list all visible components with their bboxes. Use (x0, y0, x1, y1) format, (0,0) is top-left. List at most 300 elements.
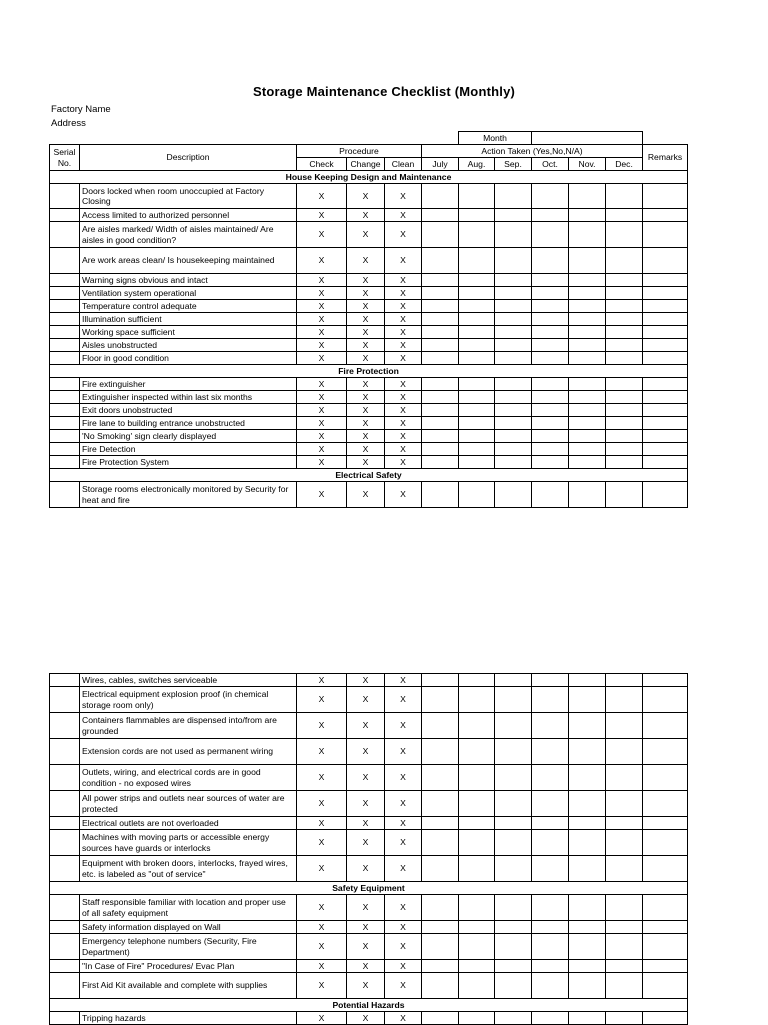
serial-cell[interactable] (50, 934, 80, 960)
action-cell-sep[interactable] (495, 765, 532, 791)
action-cell-dec[interactable] (606, 960, 643, 973)
serial-cell[interactable] (50, 430, 80, 443)
serial-cell[interactable] (50, 417, 80, 430)
serial-cell[interactable] (50, 856, 80, 882)
action-cell-dec[interactable] (606, 404, 643, 417)
action-cell-july[interactable] (422, 456, 459, 469)
action-cell-aug[interactable] (459, 765, 495, 791)
remarks-cell[interactable] (643, 674, 688, 687)
action-cell-sep[interactable] (495, 417, 532, 430)
action-cell-aug[interactable] (459, 417, 495, 430)
action-cell-nov[interactable] (569, 378, 606, 391)
serial-cell[interactable] (50, 326, 80, 339)
action-cell-aug[interactable] (459, 248, 495, 274)
action-cell-july[interactable] (422, 973, 459, 999)
section-row (50, 469, 688, 482)
remarks-cell[interactable] (643, 417, 688, 430)
remarks-cell[interactable] (643, 765, 688, 791)
action-cell-nov[interactable] (569, 352, 606, 365)
serial-cell[interactable] (50, 378, 80, 391)
action-cell-sep[interactable] (495, 184, 532, 209)
action-cell-aug[interactable] (459, 326, 495, 339)
remarks-cell[interactable] (643, 973, 688, 999)
action-cell-oct[interactable] (532, 713, 569, 739)
action-cell-nov[interactable] (569, 687, 606, 713)
action-cell-aug[interactable] (459, 817, 495, 830)
action-cell-nov[interactable] (569, 482, 606, 508)
serial-cell[interactable] (50, 287, 80, 300)
action-cell-aug[interactable] (459, 830, 495, 856)
serial-cell[interactable] (50, 456, 80, 469)
action-cell-july[interactable] (422, 1012, 459, 1025)
action-cell-july[interactable] (422, 274, 459, 287)
action-cell-sep[interactable] (495, 339, 532, 352)
remarks-cell[interactable] (643, 274, 688, 287)
action-cell-aug[interactable] (459, 184, 495, 209)
month-dec: Dec. (606, 158, 643, 171)
action-cell-oct[interactable] (532, 313, 569, 326)
action-cell-oct[interactable] (532, 287, 569, 300)
action-cell-dec[interactable] (606, 895, 643, 921)
change-mark: X (347, 222, 385, 248)
action-cell-july[interactable] (422, 430, 459, 443)
serial-cell[interactable] (50, 404, 80, 417)
action-cell-nov[interactable] (569, 1012, 606, 1025)
action-cell-nov[interactable] (569, 391, 606, 404)
action-cell-dec[interactable] (606, 209, 643, 222)
action-cell-aug[interactable] (459, 430, 495, 443)
serial-cell[interactable] (50, 443, 80, 456)
action-cell-dec[interactable] (606, 817, 643, 830)
action-cell-aug[interactable] (459, 934, 495, 960)
action-cell-oct[interactable] (532, 482, 569, 508)
action-cell-july[interactable] (422, 378, 459, 391)
serial-cell[interactable] (50, 482, 80, 508)
action-cell-oct[interactable] (532, 791, 569, 817)
action-cell-oct[interactable] (532, 960, 569, 973)
action-cell-dec[interactable] (606, 856, 643, 882)
description-cell: Storage rooms electronically monitored by Security for heat and fire (80, 482, 297, 508)
action-cell-july[interactable] (422, 443, 459, 456)
action-cell-july[interactable] (422, 739, 459, 765)
action-cell-aug[interactable] (459, 209, 495, 222)
action-cell-aug[interactable] (459, 973, 495, 999)
remarks-cell[interactable] (643, 339, 688, 352)
action-cell-sep[interactable] (495, 960, 532, 973)
serial-cell[interactable] (50, 1012, 80, 1025)
action-cell-aug[interactable] (459, 287, 495, 300)
action-cell-sep[interactable] (495, 856, 532, 882)
action-cell-oct[interactable] (532, 326, 569, 339)
remarks-cell[interactable] (643, 378, 688, 391)
action-cell-july[interactable] (422, 352, 459, 365)
change-mark: X (347, 313, 385, 326)
remarks-cell[interactable] (643, 248, 688, 274)
remarks-cell[interactable] (643, 713, 688, 739)
action-cell-sep[interactable] (495, 791, 532, 817)
action-cell-sep[interactable] (495, 443, 532, 456)
change-mark: X (347, 921, 385, 934)
action-cell-july[interactable] (422, 417, 459, 430)
action-cell-july[interactable] (422, 391, 459, 404)
change-mark: X (347, 791, 385, 817)
action-cell-oct[interactable] (532, 687, 569, 713)
serial-cell[interactable] (50, 300, 80, 313)
remarks-cell[interactable] (643, 830, 688, 856)
remarks-cell[interactable] (643, 430, 688, 443)
action-cell-sep[interactable] (495, 713, 532, 739)
action-cell-sep[interactable] (495, 739, 532, 765)
clean-mark: X (385, 713, 422, 739)
remarks-cell[interactable] (643, 209, 688, 222)
action-cell-nov[interactable] (569, 326, 606, 339)
action-cell-nov[interactable] (569, 456, 606, 469)
action-cell-aug[interactable] (459, 222, 495, 248)
description-cell: Extinguisher inspected within last six months (80, 391, 297, 404)
serial-cell[interactable] (50, 960, 80, 973)
action-cell-sep[interactable] (495, 287, 532, 300)
remarks-cell[interactable] (643, 739, 688, 765)
action-cell-oct[interactable] (532, 430, 569, 443)
action-cell-oct[interactable] (532, 739, 569, 765)
action-cell-july[interactable] (422, 713, 459, 739)
action-cell-aug[interactable] (459, 300, 495, 313)
change-mark: X (347, 456, 385, 469)
action-cell-aug[interactable] (459, 791, 495, 817)
check-mark: X (297, 209, 347, 222)
action-cell-nov[interactable] (569, 209, 606, 222)
remarks-cell[interactable] (643, 313, 688, 326)
action-cell-july[interactable] (422, 817, 459, 830)
change-mark: X (347, 339, 385, 352)
action-cell-dec[interactable] (606, 791, 643, 817)
action-cell-aug[interactable] (459, 1012, 495, 1025)
action-cell-july[interactable] (422, 482, 459, 508)
action-cell-nov[interactable] (569, 934, 606, 960)
action-cell-oct[interactable] (532, 817, 569, 830)
action-cell-nov[interactable] (569, 830, 606, 856)
action-cell-sep[interactable] (495, 934, 532, 960)
action-cell-july[interactable] (422, 339, 459, 352)
serial-cell[interactable] (50, 830, 80, 856)
action-cell-july[interactable] (422, 934, 459, 960)
remarks-cell[interactable] (643, 287, 688, 300)
action-cell-sep[interactable] (495, 274, 532, 287)
serial-cell[interactable] (50, 184, 80, 209)
action-cell-aug[interactable] (459, 339, 495, 352)
action-cell-july[interactable] (422, 248, 459, 274)
action-cell-oct[interactable] (532, 674, 569, 687)
action-cell-july[interactable] (422, 222, 459, 248)
action-cell-aug[interactable] (459, 921, 495, 934)
action-cell-nov[interactable] (569, 287, 606, 300)
serial-cell[interactable] (50, 713, 80, 739)
action-cell-sep[interactable] (495, 1012, 532, 1025)
change-mark: X (347, 1012, 385, 1025)
action-cell-oct[interactable] (532, 184, 569, 209)
serial-cell[interactable] (50, 687, 80, 713)
action-cell-dec[interactable] (606, 274, 643, 287)
action-cell-sep[interactable] (495, 921, 532, 934)
action-cell-aug[interactable] (459, 404, 495, 417)
remarks-cell[interactable] (643, 482, 688, 508)
action-cell-nov[interactable] (569, 417, 606, 430)
action-cell-nov[interactable] (569, 339, 606, 352)
action-cell-dec[interactable] (606, 921, 643, 934)
remarks-cell[interactable] (643, 960, 688, 973)
action-cell-nov[interactable] (569, 674, 606, 687)
action-cell-nov[interactable] (569, 921, 606, 934)
action-cell-sep[interactable] (495, 326, 532, 339)
serial-cell[interactable] (50, 209, 80, 222)
serial-cell[interactable] (50, 674, 80, 687)
check-mark: X (297, 817, 347, 830)
action-cell-sep[interactable] (495, 313, 532, 326)
action-cell-nov[interactable] (569, 248, 606, 274)
action-cell-aug[interactable] (459, 391, 495, 404)
description-cell: Staff responsible familiar with location and proper use of all safety equipment (80, 895, 297, 921)
action-cell-nov[interactable] (569, 184, 606, 209)
action-cell-oct[interactable] (532, 765, 569, 791)
action-cell-nov[interactable] (569, 300, 606, 313)
action-cell-july[interactable] (422, 765, 459, 791)
serial-cell[interactable] (50, 817, 80, 830)
action-cell-dec[interactable] (606, 713, 643, 739)
serial-cell[interactable] (50, 973, 80, 999)
remarks-cell[interactable] (643, 791, 688, 817)
action-cell-dec[interactable] (606, 934, 643, 960)
action-cell-sep[interactable] (495, 895, 532, 921)
action-cell-sep[interactable] (495, 430, 532, 443)
serial-cell[interactable] (50, 391, 80, 404)
action-cell-july[interactable] (422, 960, 459, 973)
remarks-cell[interactable] (643, 687, 688, 713)
action-cell-dec[interactable] (606, 222, 643, 248)
serial-cell[interactable] (50, 339, 80, 352)
action-cell-oct[interactable] (532, 856, 569, 882)
action-cell-nov[interactable] (569, 739, 606, 765)
action-cell-aug[interactable] (459, 443, 495, 456)
action-cell-oct[interactable] (532, 248, 569, 274)
action-cell-nov[interactable] (569, 222, 606, 248)
action-cell-sep[interactable] (495, 391, 532, 404)
action-cell-dec[interactable] (606, 287, 643, 300)
action-cell-july[interactable] (422, 326, 459, 339)
action-cell-dec[interactable] (606, 443, 643, 456)
action-cell-dec[interactable] (606, 391, 643, 404)
remarks-cell[interactable] (643, 300, 688, 313)
action-cell-oct[interactable] (532, 209, 569, 222)
clean-mark: X (385, 313, 422, 326)
remarks-cell[interactable] (643, 326, 688, 339)
remarks-cell[interactable] (643, 1012, 688, 1025)
serial-cell[interactable] (50, 352, 80, 365)
action-cell-aug[interactable] (459, 856, 495, 882)
serial-cell[interactable] (50, 765, 80, 791)
action-cell-oct[interactable] (532, 830, 569, 856)
remarks-cell[interactable] (643, 404, 688, 417)
action-cell-oct[interactable] (532, 339, 569, 352)
remarks-cell[interactable] (643, 352, 688, 365)
clean-mark: X (385, 960, 422, 973)
action-cell-sep[interactable] (495, 973, 532, 999)
serial-cell[interactable] (50, 921, 80, 934)
action-cell-july[interactable] (422, 921, 459, 934)
action-cell-aug[interactable] (459, 378, 495, 391)
action-cell-july[interactable] (422, 313, 459, 326)
remarks-cell[interactable] (643, 184, 688, 209)
serial-cell[interactable] (50, 739, 80, 765)
action-cell-dec[interactable] (606, 830, 643, 856)
action-cell-dec[interactable] (606, 687, 643, 713)
change-mark: X (347, 713, 385, 739)
action-cell-july[interactable] (422, 209, 459, 222)
action-cell-nov[interactable] (569, 765, 606, 791)
action-cell-sep[interactable] (495, 352, 532, 365)
action-cell-dec[interactable] (606, 326, 643, 339)
action-cell-dec[interactable] (606, 456, 643, 469)
action-cell-sep[interactable] (495, 674, 532, 687)
action-cell-sep[interactable] (495, 248, 532, 274)
action-cell-nov[interactable] (569, 274, 606, 287)
serial-cell[interactable] (50, 895, 80, 921)
remarks-cell[interactable] (643, 817, 688, 830)
action-cell-dec[interactable] (606, 430, 643, 443)
action-cell-july[interactable] (422, 856, 459, 882)
clean-mark: X (385, 209, 422, 222)
action-cell-aug[interactable] (459, 674, 495, 687)
action-cell-july[interactable] (422, 300, 459, 313)
check-mark: X (297, 921, 347, 934)
action-cell-aug[interactable] (459, 739, 495, 765)
action-cell-july[interactable] (422, 674, 459, 687)
clean-mark: X (385, 456, 422, 469)
section-row (50, 171, 688, 184)
remarks-cell[interactable] (643, 222, 688, 248)
serial-cell[interactable] (50, 791, 80, 817)
action-cell-oct[interactable] (532, 934, 569, 960)
action-cell-dec[interactable] (606, 339, 643, 352)
action-cell-oct[interactable] (532, 352, 569, 365)
action-cell-dec[interactable] (606, 739, 643, 765)
action-cell-oct[interactable] (532, 973, 569, 999)
action-cell-aug[interactable] (459, 687, 495, 713)
action-cell-july[interactable] (422, 404, 459, 417)
action-cell-july[interactable] (422, 895, 459, 921)
serial-cell[interactable] (50, 313, 80, 326)
action-cell-sep[interactable] (495, 456, 532, 469)
action-cell-oct[interactable] (532, 1012, 569, 1025)
action-cell-aug[interactable] (459, 482, 495, 508)
action-cell-july[interactable] (422, 791, 459, 817)
action-cell-dec[interactable] (606, 300, 643, 313)
action-cell-nov[interactable] (569, 404, 606, 417)
action-cell-aug[interactable] (459, 313, 495, 326)
action-cell-sep[interactable] (495, 830, 532, 856)
action-cell-july[interactable] (422, 830, 459, 856)
action-cell-aug[interactable] (459, 274, 495, 287)
remarks-header: Remarks (643, 145, 688, 171)
action-cell-nov[interactable] (569, 895, 606, 921)
action-cell-oct[interactable] (532, 300, 569, 313)
action-cell-dec[interactable] (606, 973, 643, 999)
action-cell-oct[interactable] (532, 417, 569, 430)
remarks-cell[interactable] (643, 921, 688, 934)
action-cell-dec[interactable] (606, 1012, 643, 1025)
action-cell-sep[interactable] (495, 687, 532, 713)
action-cell-sep[interactable] (495, 222, 532, 248)
checklist-row (50, 430, 688, 443)
action-cell-july[interactable] (422, 184, 459, 209)
action-cell-oct[interactable] (532, 391, 569, 404)
action-cell-nov[interactable] (569, 960, 606, 973)
action-cell-dec[interactable] (606, 313, 643, 326)
action-cell-dec[interactable] (606, 378, 643, 391)
remarks-cell[interactable] (643, 856, 688, 882)
action-cell-oct[interactable] (532, 378, 569, 391)
serial-cell[interactable] (50, 274, 80, 287)
action-cell-aug[interactable] (459, 352, 495, 365)
action-cell-dec[interactable] (606, 482, 643, 508)
serial-cell[interactable] (50, 222, 80, 248)
action-cell-aug[interactable] (459, 960, 495, 973)
action-cell-nov[interactable] (569, 713, 606, 739)
action-cell-nov[interactable] (569, 430, 606, 443)
serial-cell[interactable] (50, 248, 80, 274)
remarks-cell[interactable] (643, 895, 688, 921)
check-mark: X (297, 443, 347, 456)
action-cell-nov[interactable] (569, 817, 606, 830)
action-cell-july[interactable] (422, 287, 459, 300)
action-cell-oct[interactable] (532, 895, 569, 921)
action-cell-dec[interactable] (606, 674, 643, 687)
action-cell-dec[interactable] (606, 352, 643, 365)
action-cell-nov[interactable] (569, 791, 606, 817)
remarks-cell[interactable] (643, 934, 688, 960)
action-cell-sep[interactable] (495, 209, 532, 222)
remarks-cell[interactable] (643, 391, 688, 404)
remarks-cell[interactable] (643, 456, 688, 469)
action-cell-dec[interactable] (606, 248, 643, 274)
action-cell-nov[interactable] (569, 313, 606, 326)
action-cell-july[interactable] (422, 687, 459, 713)
action-cell-oct[interactable] (532, 456, 569, 469)
action-cell-oct[interactable] (532, 222, 569, 248)
action-cell-oct[interactable] (532, 443, 569, 456)
action-cell-nov[interactable] (569, 973, 606, 999)
month-aug: Aug. (459, 158, 495, 171)
action-cell-dec[interactable] (606, 765, 643, 791)
action-cell-aug[interactable] (459, 895, 495, 921)
action-cell-oct[interactable] (532, 921, 569, 934)
action-cell-sep[interactable] (495, 404, 532, 417)
action-cell-sep[interactable] (495, 482, 532, 508)
action-cell-sep[interactable] (495, 378, 532, 391)
action-cell-oct[interactable] (532, 274, 569, 287)
change-header: Change (347, 158, 385, 171)
action-cell-nov[interactable] (569, 443, 606, 456)
action-cell-sep[interactable] (495, 817, 532, 830)
remarks-cell[interactable] (643, 443, 688, 456)
action-cell-dec[interactable] (606, 184, 643, 209)
action-cell-dec[interactable] (606, 417, 643, 430)
action-cell-sep[interactable] (495, 300, 532, 313)
action-cell-aug[interactable] (459, 713, 495, 739)
description-cell: Tripping hazards (80, 1012, 297, 1025)
action-cell-aug[interactable] (459, 456, 495, 469)
action-cell-oct[interactable] (532, 404, 569, 417)
action-cell-nov[interactable] (569, 856, 606, 882)
